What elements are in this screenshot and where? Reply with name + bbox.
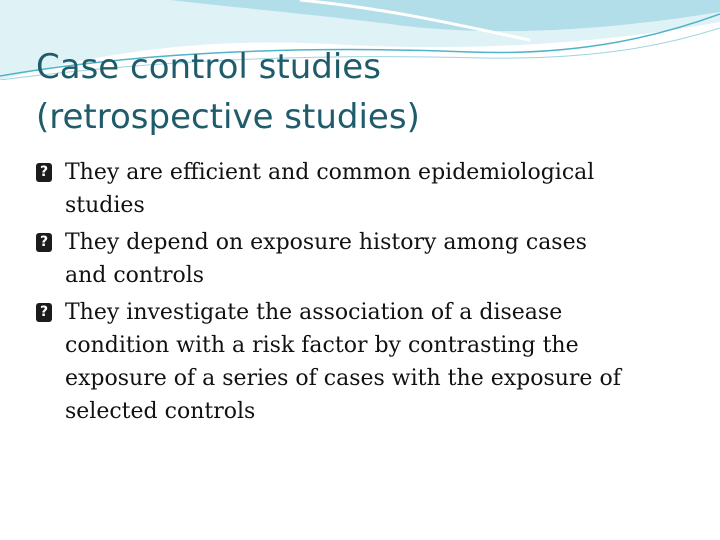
missing-glyph-bullet-icon: ?: [36, 303, 52, 322]
bullet-item-2: [36, 226, 686, 292]
bullet-item-1: [36, 156, 686, 222]
bullet-3-line-4: selected controls: [65, 399, 256, 424]
bullet-1-line-2: studies: [65, 193, 145, 218]
bullet-item-3: [36, 296, 686, 428]
slide-title-line-2: (retrospective studies): [36, 97, 420, 137]
slide-title: [36, 42, 696, 142]
bullet-list: [36, 156, 686, 432]
missing-glyph-bullet-icon: ?: [36, 163, 52, 182]
missing-glyph-bullet-icon: ?: [36, 233, 52, 252]
bullet-3-line-3: exposure of a series of cases with the exposure of: [65, 366, 621, 391]
bullet-3-line-2: condition with a risk factor by contrasting the: [65, 333, 579, 358]
slide-title-line-1: Case control studies: [36, 47, 381, 87]
bullet-2-line-2: and controls: [65, 263, 205, 288]
bullet-3-line-1: They investigate the association of a disease: [65, 300, 563, 325]
bullet-1-line-1: They are efficient and common epidemiological: [65, 160, 595, 185]
bullet-2-line-1: They depend on exposure history among cases: [65, 230, 587, 255]
